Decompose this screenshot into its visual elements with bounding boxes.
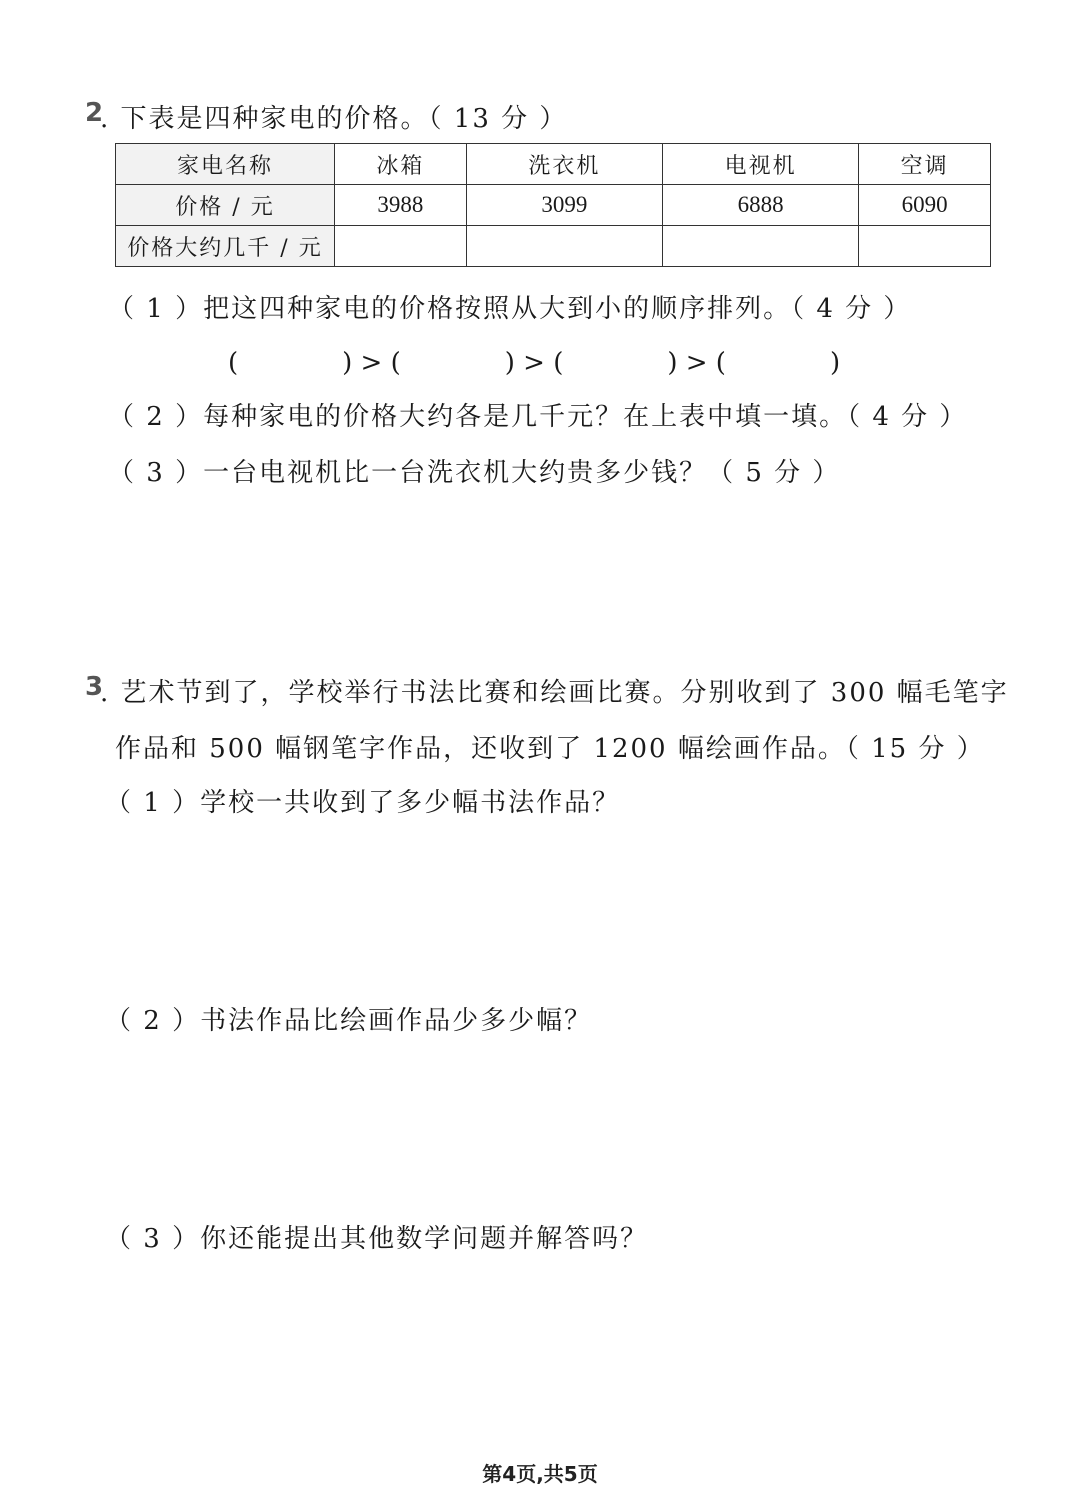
table-header-cell: 家电名称: [116, 144, 335, 185]
price-cell: 6090: [859, 185, 991, 226]
table-row: [116, 144, 991, 185]
ordering-blanks: ( ) > ( ) > ( ) > ( ): [228, 348, 841, 378]
answer-cell[interactable]: [335, 226, 467, 267]
table-row-label: 价格大约几千 / 元: [116, 226, 335, 267]
price-cell: 3099: [466, 185, 662, 226]
answer-cell[interactable]: [859, 226, 991, 267]
table-header-cell: 电视机: [662, 144, 858, 185]
question-2-sub2: （ 2 ）每种家电的价格大约各是几千元？在上表中填一填。（ 4 分 ）: [108, 402, 968, 432]
question-2-text: . 下表是四种家电的价格。（ 13 分 ）: [100, 104, 568, 134]
question-2-sub3: （ 3 ）一台电视机比一台洗衣机大约贵多少钱？（ 5 分 ）: [108, 458, 841, 488]
table-header-cell: 洗衣机: [466, 144, 662, 185]
question-3-text-line2: 作品和 500 幅钢笔字作品，还收到了 1200 幅绘画作品。（ 15 分 ）: [115, 734, 985, 764]
table-row-label: 价格 / 元: [116, 185, 335, 226]
question-2-sub1: （ 1 ）把这四种家电的价格按照从大到小的顺序排列。（ 4 分 ）: [108, 294, 912, 324]
table-header-cell: 空调: [859, 144, 991, 185]
table-row: [116, 185, 991, 226]
table-row: [116, 226, 991, 267]
question-3-sub2: （ 2 ）书法作品比绘画作品少多少幅？: [105, 1006, 593, 1036]
table-header-cell: 冰箱: [335, 144, 467, 185]
price-table: [115, 143, 991, 267]
page-footer: 第4页,共5页: [482, 1462, 598, 1486]
question-3-text-line1: . 艺术节到了，学校举行书法比赛和绘画比赛。分别收到了 300 幅毛笔字: [100, 678, 1009, 708]
question-3-sub3: （ 3 ）你还能提出其他数学问题并解答吗？: [105, 1224, 649, 1254]
question-2-number: 2: [85, 98, 104, 128]
question-3-number: 3: [85, 672, 104, 702]
answer-cell[interactable]: [466, 226, 662, 267]
price-cell: 3988: [335, 185, 467, 226]
answer-cell[interactable]: [662, 226, 858, 267]
price-cell: 6888: [662, 185, 858, 226]
question-3-sub1: （ 1 ）学校一共收到了多少幅书法作品？: [105, 788, 621, 818]
